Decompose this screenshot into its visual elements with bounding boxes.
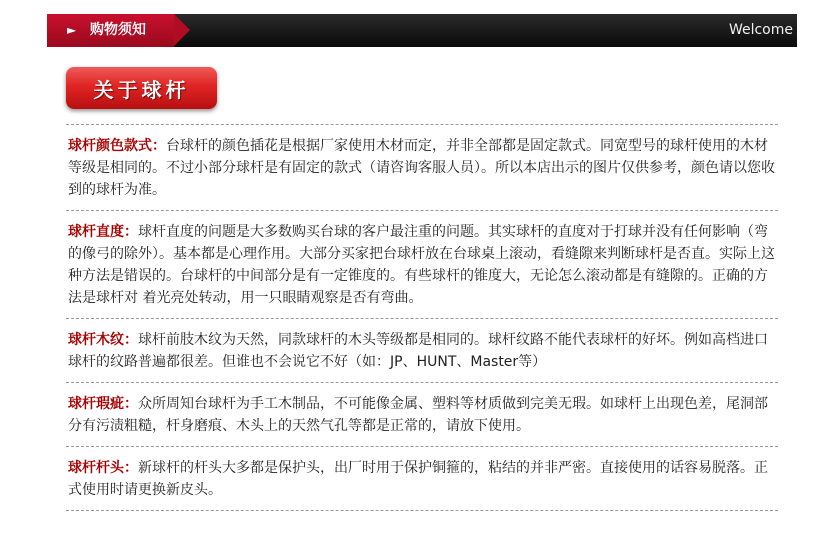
item-title: 球杆颜色款式： <box>68 138 166 154</box>
item-title: 球杆直度： <box>68 224 138 240</box>
welcome-text: Welcome <box>728 22 793 38</box>
tab-tip-decoration <box>174 14 190 46</box>
item-title: 球杆木纹： <box>68 332 138 348</box>
divider <box>66 510 778 511</box>
notice-item-flaws <box>66 383 778 446</box>
tab-label: 购物须知 <box>90 22 146 38</box>
notice-item-color-style <box>66 125 778 210</box>
notice-item-straightness <box>66 211 778 318</box>
section-title: 关于球杆 <box>93 77 190 102</box>
item-title: 球杆瑕疵： <box>68 396 138 412</box>
item-title: 球杆杆头： <box>68 460 138 476</box>
item-text: 新球杆的杆头大多都是保护头，出厂时用于保护铜箍的，粘结的并非严密。直接使用的话容易脱落。正式使用时请更换新皮头。 <box>68 460 768 498</box>
notice-item-cue-tip <box>66 447 778 510</box>
item-text: 球杆直度的问题是大多数购买台球的客户最注重的问题。其实球杆的直度对于打球并没有任何影响（弯的像弓的除外）。基本都是心理作用。大部分买家把台球杆放在台球桌上滚动，看缝隙来判断球杆是否直。实际上这种方法是错误的。台球杆的中间部分是有一定锥度的。有些球杆的锥度大，无论怎么滚动都是有缝隙的。正确的方法是球杆对 着光亮处转动，用一只眼睛观察是否有弯曲。 <box>68 224 775 306</box>
section-title-button <box>66 67 217 109</box>
item-text: 球杆前肢木纹为天然，同款球杆的木头等级都是相同的。球杆纹路不能代表球杆的好坏。例如高档进口球杆的纹路普遍都很差。但谁也不会说它不好（如：JP、HUNT、Master等） <box>68 332 768 370</box>
item-text: 台球杆的颜色插花是根据厂家使用木材而定，并非全部都是固定款式。同宽型号的球杆使用的木材等级是相同的。不过小部分球杆是有固定的款式（请咨询客服人员）。所以本店出示的图片仅供参考，颜色请以您收到的球杆为准。 <box>68 138 775 198</box>
notice-list <box>66 124 778 511</box>
notice-item-wood-grain <box>66 319 778 382</box>
item-text: 众所周知台球杆为手工木制品，不可能像金属、塑料等材质做到完美无瑕。如球杆上出现色差，尾洞部分有污渍粗糙，杆身磨痕、木头上的天然气孔等都是正常的，请放下使用。 <box>68 396 768 434</box>
play-arrow-icon: ► <box>67 23 77 37</box>
